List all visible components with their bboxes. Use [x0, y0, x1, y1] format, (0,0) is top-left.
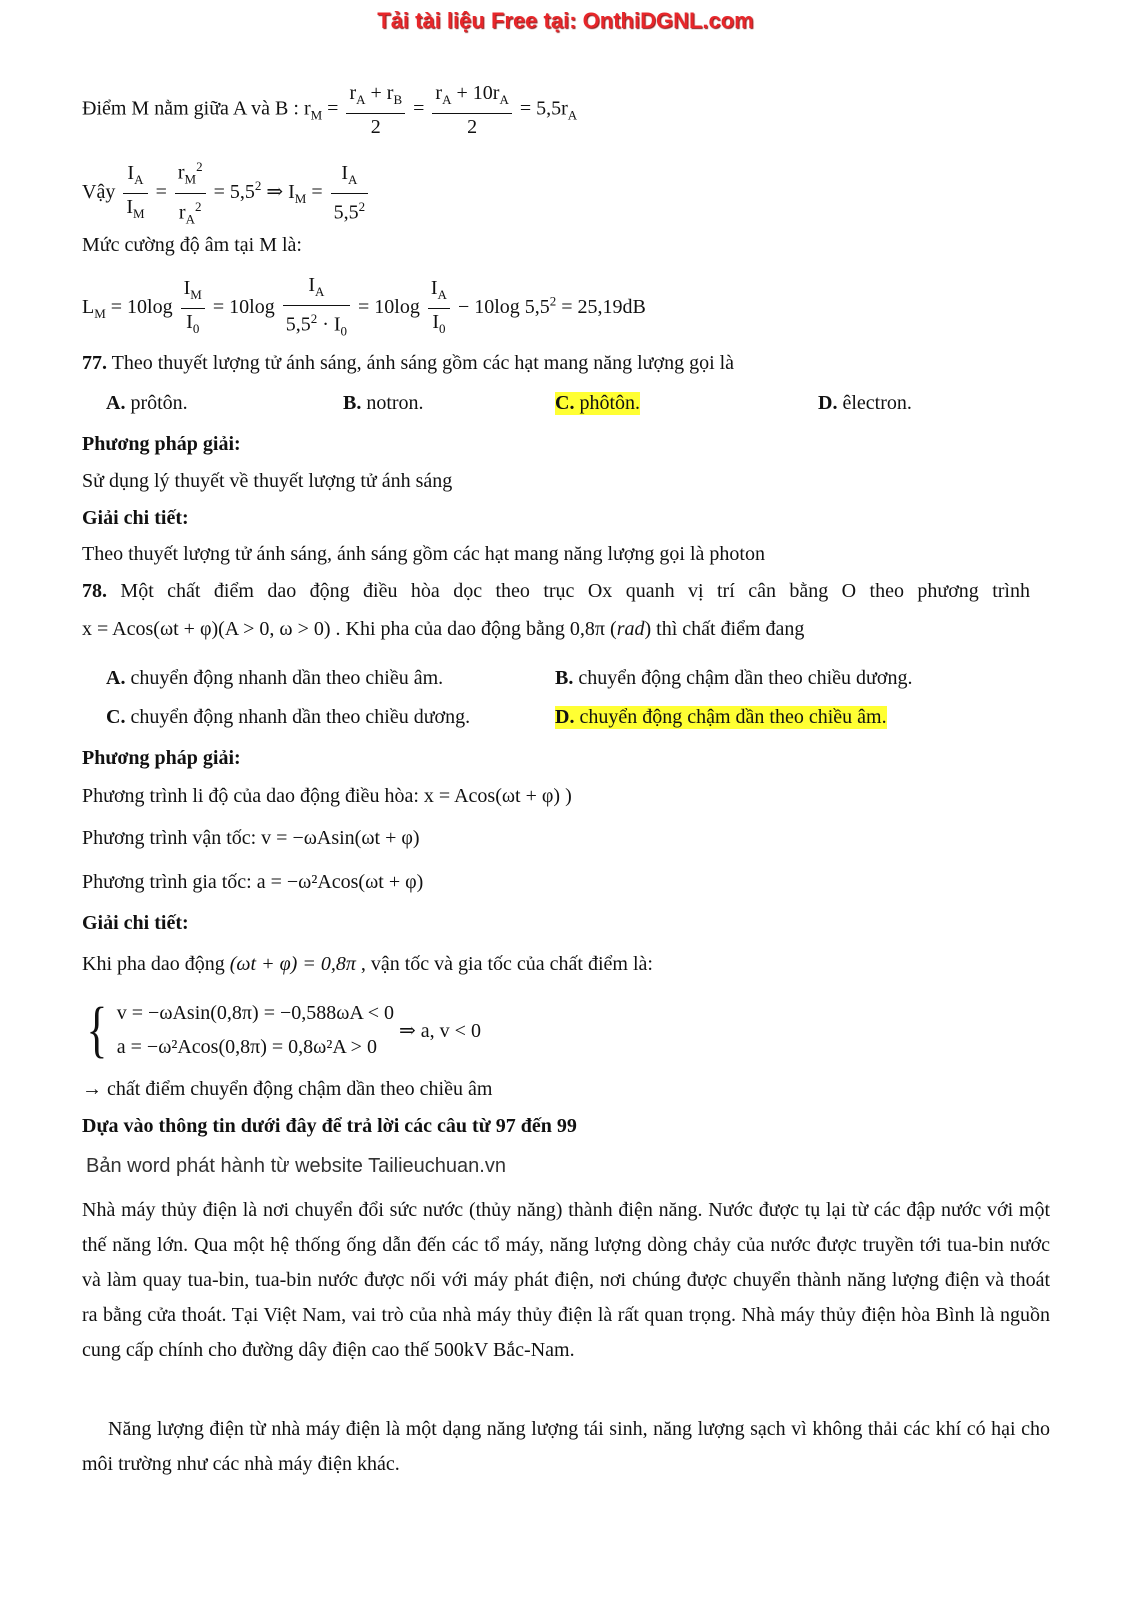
- q77-detail-text: Theo thuyết lượng tử ánh sáng, ánh sáng gồm các hạt mang năng lượng gọi là photon: [82, 543, 765, 565]
- q78-option-b[interactable]: B. chuyển động chậm dần theo chiều dương.: [555, 667, 913, 689]
- m-between-text: Điểm M nằm giữa A và B :: [82, 97, 299, 120]
- q78-method-title: Phương pháp giải:: [82, 747, 241, 769]
- q77-option-a[interactable]: A. prôtôn.: [106, 392, 188, 414]
- system-v: v = −ωAsin(0,8π) = −0,588ωA < 0: [116, 1002, 395, 1024]
- vay-label: Vậy: [82, 180, 116, 203]
- paragraph-2: Năng lượng điện từ nhà máy điện là một dạng năng lượng tái sinh, năng lượng sạch vì không thải các khí có hại cho môi trường như các nhà máy điện khác.: [82, 1418, 1050, 1475]
- download-banner[interactable]: Tải tài liệu Free tại: OnthiDGNL.com: [377, 8, 754, 33]
- question-number: 77.: [82, 352, 107, 374]
- q78-detail-intro: Khi pha dao động (ωt + φ) = 0,8π , vận tốc và gia tốc của chất điểm là:: [82, 953, 653, 975]
- q77-option-d[interactable]: D. êlectron.: [818, 392, 912, 414]
- q78-equation-system: [82, 996, 481, 1064]
- q78-equation: x = Acos(ωt + φ)(A > 0, ω > 0): [82, 618, 331, 640]
- q78-detail-title: Giải chi tiết:: [82, 912, 189, 934]
- source-watermark: Bản word phát hành từ website Tailieuchuan.vn: [86, 1155, 506, 1177]
- formula-intensity-ratio: Vậy $\frac{I_A}{I_M}$ = $\frac{r_M^2}{r_A^2}$ = $5,5^2$ ⇒ $I_M$ = $\frac{I_A}{5,5^2}$: [82, 154, 371, 232]
- question-78: [82, 580, 1030, 603]
- system-result: ⇒ a, v < 0: [399, 1019, 481, 1042]
- question-number: 78.: [82, 580, 107, 602]
- q77-method-title: Phương pháp giải:: [82, 433, 241, 455]
- q78-method-line-3: Phương trình gia tốc: a = −ω²Acos(ωt + φ): [82, 871, 424, 893]
- q78-option-d-correct[interactable]: D. chuyển động chậm dần theo chiều âm.: [555, 706, 887, 728]
- section-heading: Dựa vào thông tin dưới đây để trả lời các câu từ 97 đến 99: [82, 1115, 577, 1137]
- q78-method-line-1: Phương trình li độ của dao động điều hòa: x = Acos(ωt + φ) ): [82, 785, 572, 807]
- q77-method-text: Sử dụng lý thuyết về thuyết lượng tử ánh sáng: [82, 470, 453, 492]
- q77-detail-title: Giải chi tiết:: [82, 507, 189, 529]
- formula-lm: $L_M = 10\log$ $\frac{I_M}{I_0}$ = 10log $\frac{I_A}{5,5^2 \cdot I_0}$ = 10log $\frac{I_A}{I_0}$ − 10log $5,5^2 = 25,19dB$: [82, 274, 646, 339]
- lm-result: = 25,19dB: [561, 295, 646, 318]
- q78-option-c[interactable]: C. chuyển động nhanh dần theo chiều dương.: [106, 706, 471, 728]
- question-text: Một chất điểm dao động điều hòa dọc theo trục Ox quanh vị trí cân bằng O theo phương trình: [120, 580, 1030, 602]
- q78-conclusion: → chất điểm chuyển động chậm dần theo chiều âm: [82, 1078, 493, 1100]
- brace-icon: {: [86, 996, 108, 1064]
- q78-option-a[interactable]: A. chuyển động nhanh dần theo chiều âm.: [106, 667, 444, 689]
- question-78-line2: x = Acos(ωt + φ)(A > 0, ω > 0) . Khi pha của dao động bằng 0,8π (rad) thì chất điểm đang: [82, 618, 805, 640]
- question-77: [82, 352, 734, 375]
- paragraph-1: Nhà máy thủy điện là nơi chuyển đổi sức nước (thủy năng) thành điện năng. Nước được tụ lại từ các đập nước với một thế năng lớn. Qua một hệ thống ống dẫn đến các tổ máy, năng lượng dòng chảy của nước được truyền tới tua-bin nước và làm quay tua-bin, tua-bin nước được nối với máy phát điện, nơi chúng được chuyển thành năng lượng điện và thoát ra bằng cửa thoát. Tại Việt Nam, vai trò của nhà máy thủy điện là rất quan trọng. Nhà máy thủy điện hòa Bình là nguồn cung cấp chính cho đường dây điện cao thế 500kV Bắc-Nam.: [82, 1199, 1050, 1361]
- q77-option-b[interactable]: B. notron.: [343, 392, 424, 414]
- formula-rm: Điểm M nằm giữa A và B : $r_M$ = $\frac{r_A + r_B}{2}$ = $\frac{r_A + 10r_A}{2}$ = $5,5r_A$: [82, 82, 578, 138]
- q77-option-c-correct[interactable]: C. phôtôn.: [555, 392, 641, 414]
- question-text: Theo thuyết lượng tử ánh sáng, ánh sáng gồm các hạt mang năng lượng gọi là: [111, 352, 735, 374]
- system-a: a = −ω²Acos(0,8π) = 0,8ω²A > 0: [116, 1036, 377, 1058]
- muc-cuong-do-label: Mức cường độ âm tại M là:: [82, 234, 302, 256]
- q78-method-line-2: Phương trình vận tốc: v = −ωAsin(ωt + φ): [82, 827, 420, 849]
